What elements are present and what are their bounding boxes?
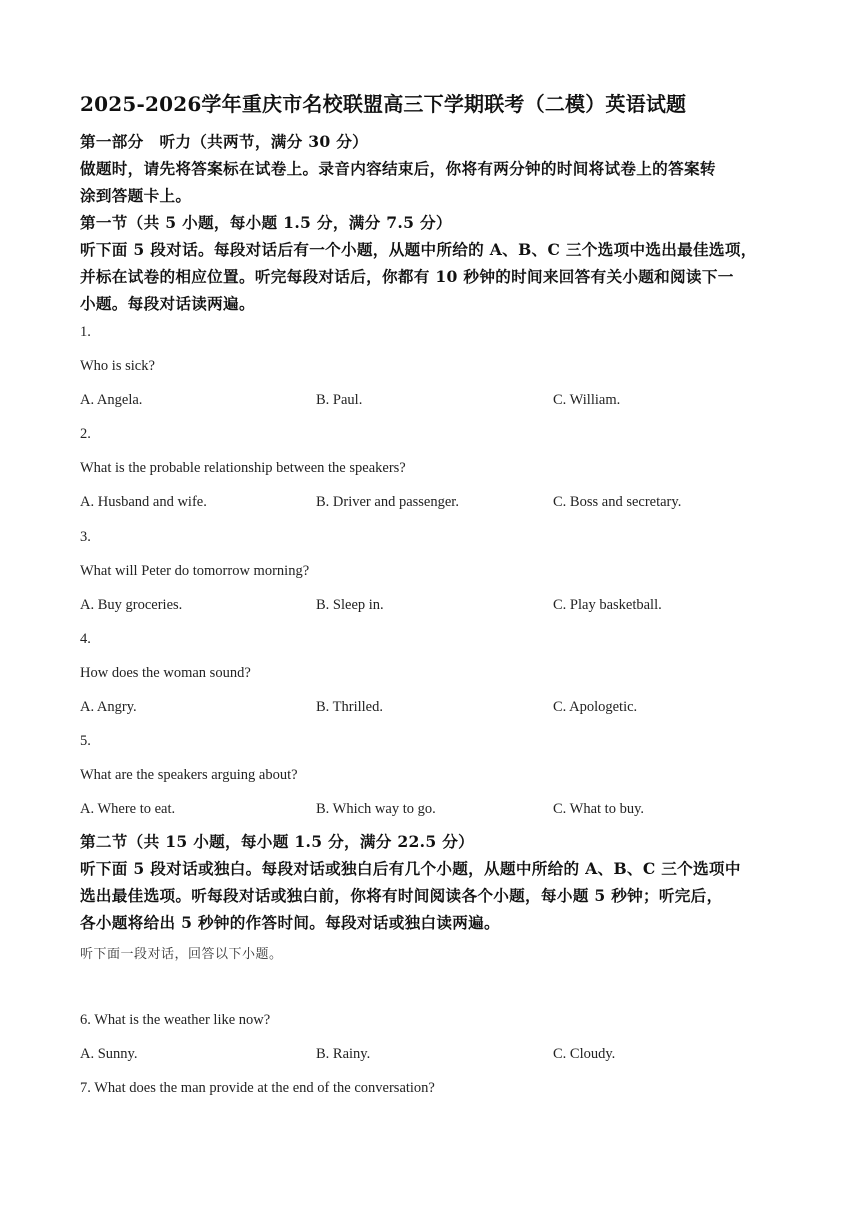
question-text: Who is sick? [80,358,155,374]
section2-sub-instruction: 听下面一段对话，回答以下小题。 [80,947,283,962]
question-number: 5. [80,733,91,749]
question-text: 7. What does the man provide at the end of the conversation? [80,1080,435,1096]
option-a: A. Buy groceries. [80,597,183,613]
section2-instructions-line-3: 各小题将给出 5 秒钟的作答时间。每段对话或独白读两遍。 [80,913,500,932]
question-text: 6. What is the weather like now? [80,1012,271,1028]
question-number: 3. [80,529,91,545]
option-a: A. Husband and wife. [80,494,207,510]
section2-heading: 第二节（共 15 小题，每小题 1.5 分，满分 22.5 分） [80,832,475,851]
part1-instructions-line-1: 做题时，请先将答案标在试卷上。录音内容结束后，你将有两分钟的时间将试卷上的答案转 [80,159,716,178]
option-a: A. Sunny. [80,1046,138,1062]
option-c: C. Play basketball. [553,597,662,613]
section2-instructions-line-1: 听下面 5 段对话或独白。每段对话或独白后有几个小题，从题中所给的 A、B、C 三个选项中 [80,859,741,878]
option-a: A. Angela. [80,392,143,408]
question-number: 4. [80,631,91,647]
option-a: A. Angry. [80,699,137,715]
question-text: What are the speakers arguing about? [80,767,298,783]
section2-instructions-line-2: 选出最佳选项。听每段对话或独白前，你将有时间阅读各个小题，每小题 5 秒钟；听完后， [80,886,723,905]
option-b: B. Sleep in. [316,597,384,613]
section1-instructions-line-2: 并标在试卷的相应位置。听完每段对话后，你都有 10 秒钟的时间来回答有关小题和阅读下一 [80,267,734,286]
option-b: B. Paul. [316,392,363,408]
option-c: C. What to buy. [553,801,645,817]
part1-heading: 第一部分 听力（共两节，满分 30 分） [80,132,369,151]
section1-instructions-line-3: 小题。每段对话读两遍。 [80,294,255,313]
section1-heading: 第一节（共 5 小题，每小题 1.5 分，满分 7.5 分） [80,213,452,232]
question-text: What will Peter do tomorrow morning? [80,563,310,579]
option-b: B. Which way to go. [316,801,436,817]
part1-instructions-line-2: 涂到答题卡上。 [80,186,192,205]
section1-instructions-line-1: 听下面 5 段对话。每段对话后有一个小题，从题中所给的 A、B、C 三个选项中选出最佳选项， [80,240,757,259]
option-b: B. Driver and passenger. [316,494,459,510]
option-c: C. William. [553,392,621,408]
question-text: What is the probable relationship between the speakers? [80,460,406,476]
question-number: 1. [80,324,91,340]
question-text: How does the woman sound? [80,665,251,681]
option-c: C. Boss and secretary. [553,494,682,510]
option-c: C. Cloudy. [553,1046,616,1062]
option-a: A. Where to eat. [80,801,176,817]
option-c: C. Apologetic. [553,699,638,715]
option-b: B. Rainy. [316,1046,371,1062]
option-b: B. Thrilled. [316,699,383,715]
question-number: 2. [80,426,91,442]
exam-title: 2025-2026学年重庆市名校联盟高三下学期联考（二模）英语试题 [80,92,687,116]
